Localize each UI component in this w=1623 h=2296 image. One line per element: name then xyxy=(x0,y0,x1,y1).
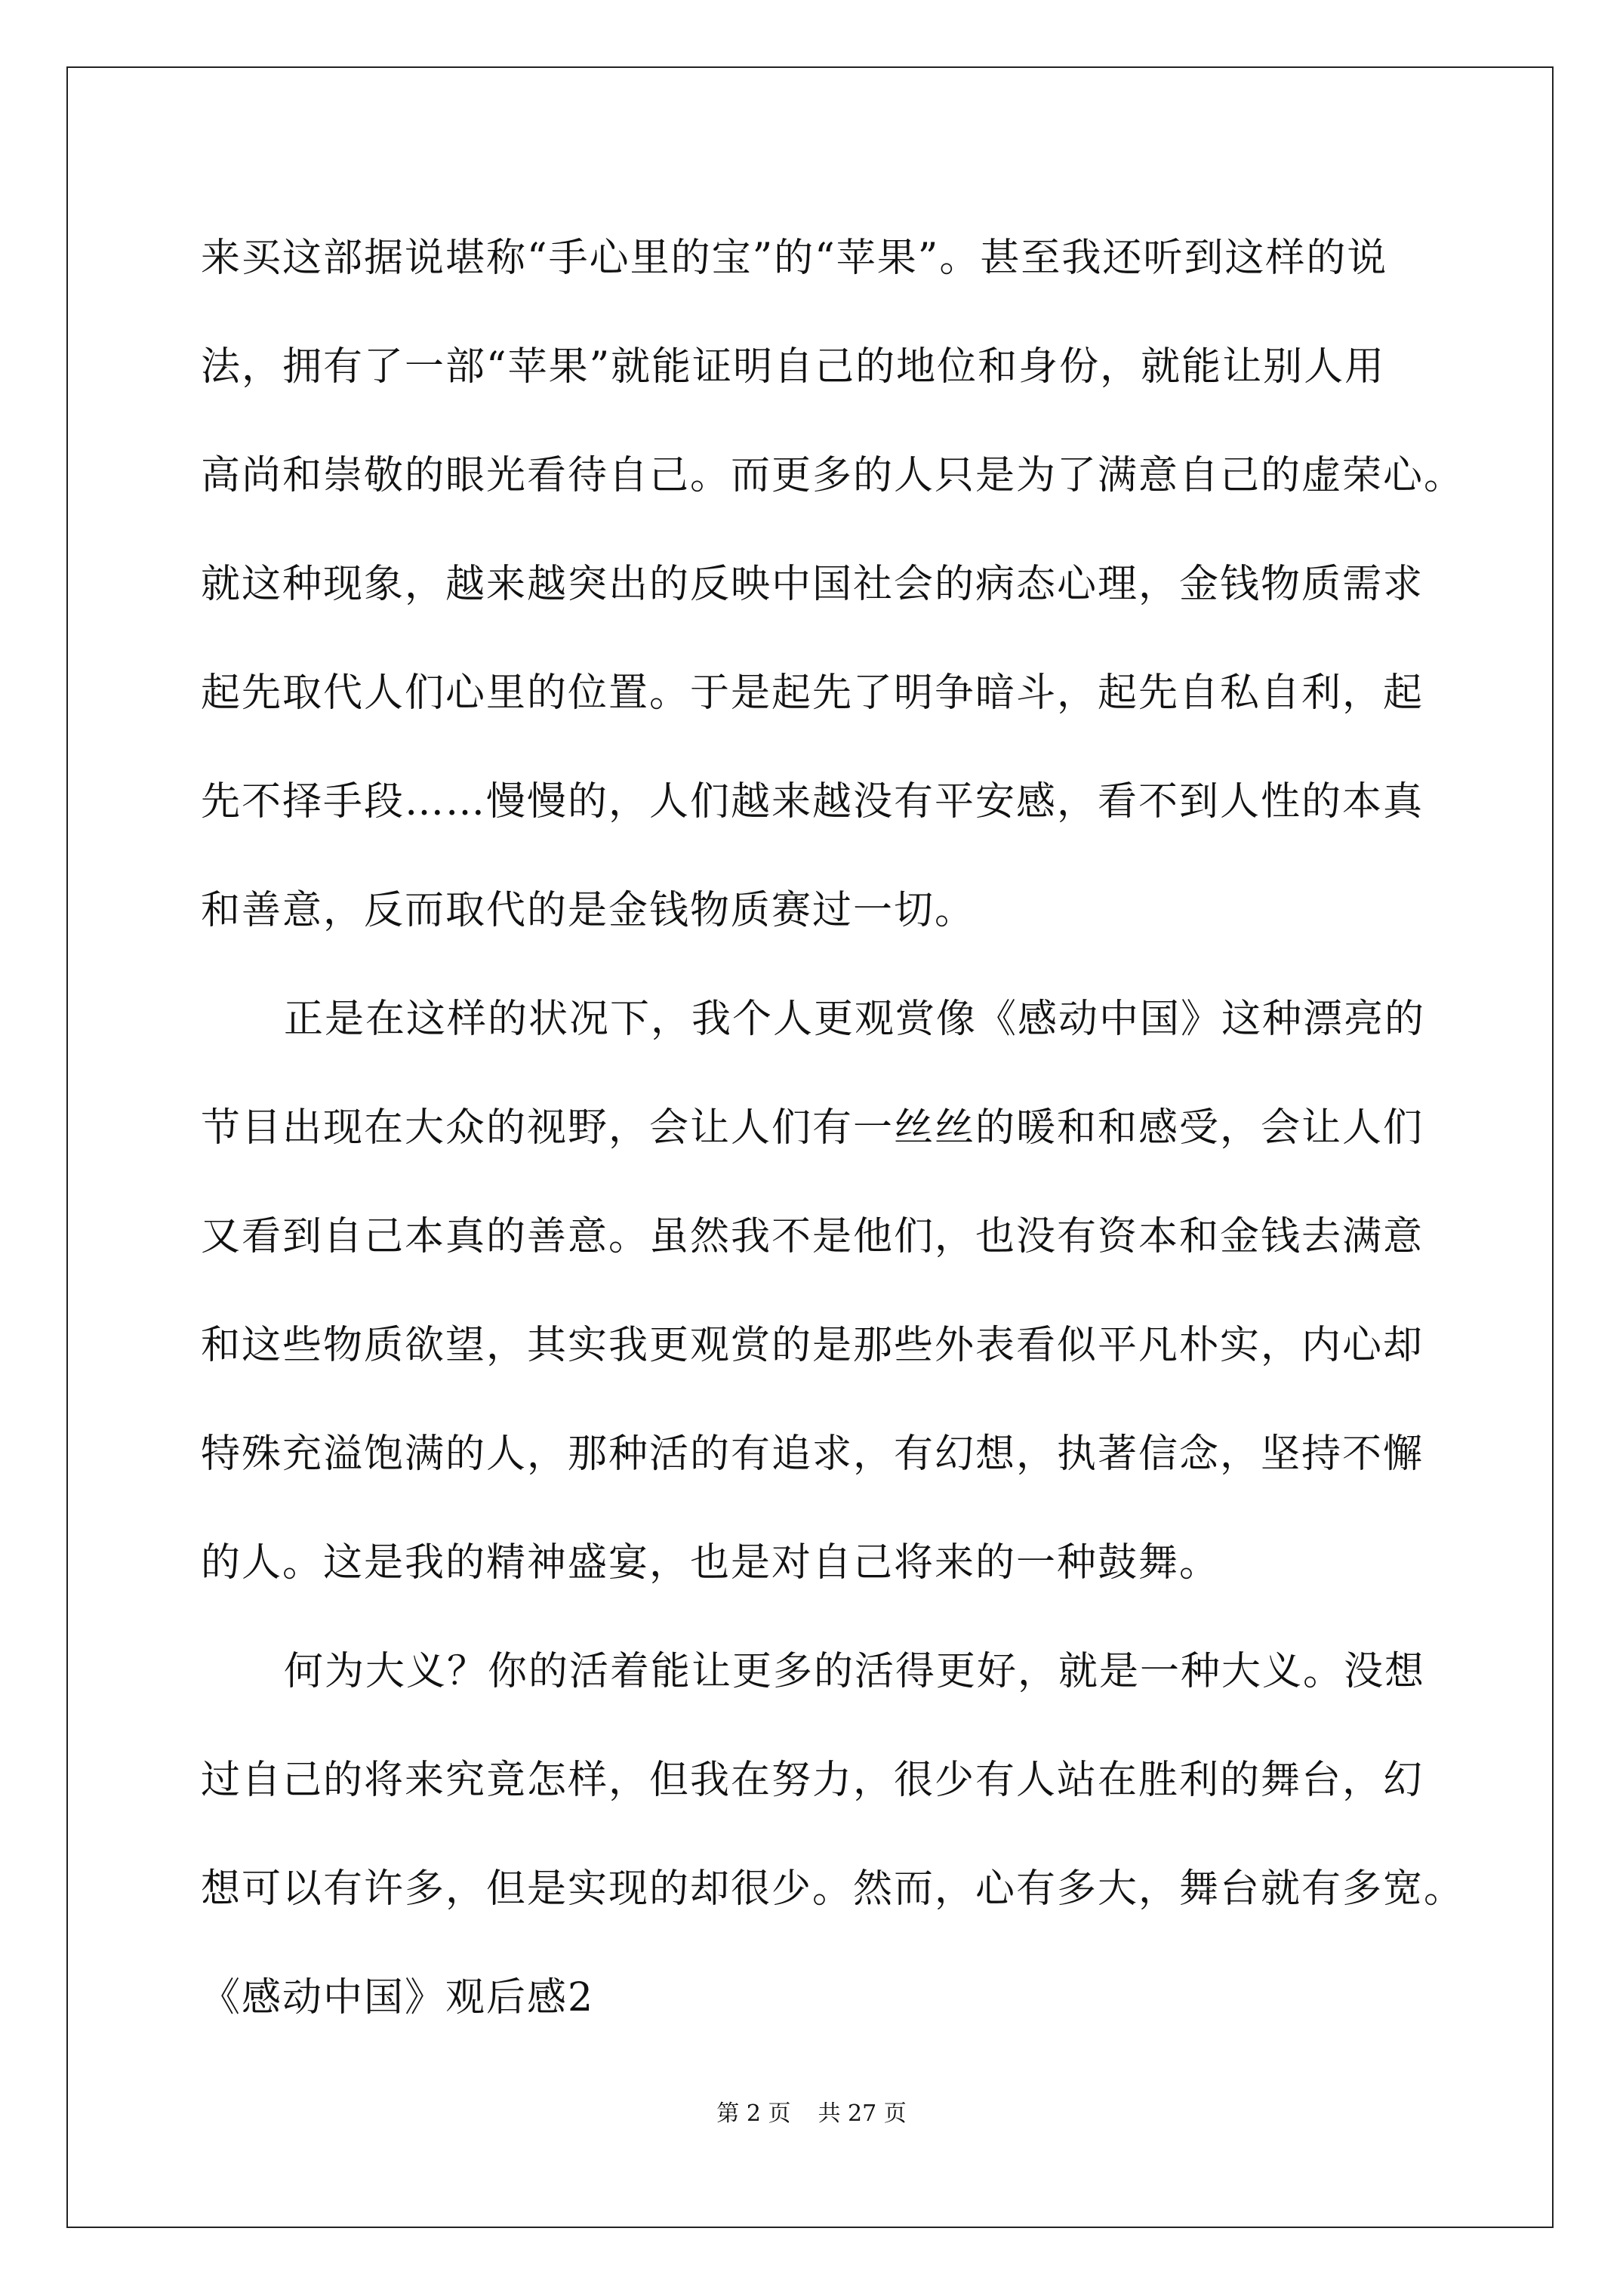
text-line: 节目出现在大众的视野，会让人们有一丝丝的暖和和感受，会让人们 xyxy=(201,1105,1424,1151)
text-line: 的人。这是我的精神盛宴，也是对自己将来的一种鼓舞。 xyxy=(201,1540,1221,1586)
page-number: 第 2 页 xyxy=(716,2100,791,2127)
section-heading: 《感动中国》观后感2 xyxy=(201,1975,595,2020)
text-line: 法，拥有了一部“苹果”就能证明自己的地位和身份，就能让别人用 xyxy=(201,344,1386,390)
text-line: 和善意，反而取代的是金钱物质赛过一切。 xyxy=(201,888,976,933)
text-line: 特殊充溢饱满的人，那种活的有追求，有幻想，执著信念，坚持不懈 xyxy=(201,1432,1424,1477)
text-line: 高尚和崇敬的眼光看待自己。而更多的人只是为了满意自己的虚荣心。 xyxy=(201,453,1465,498)
text-line: 来买这部据说堪称“手心里的宝”的“苹果”。甚至我还听到这样的说 xyxy=(201,236,1388,281)
text-line: 过自己的将来究竟怎样，但我在努力，很少有人站在胜利的舞台，幻 xyxy=(201,1758,1424,1803)
text-line: 起先取代人们心里的位置。于是起先了明争暗斗，起先自私自利，起 xyxy=(201,670,1424,716)
document-body xyxy=(201,204,1465,2052)
text-line: 想可以有许多，但是实现的却很少。然而，心有多大，舞台就有多宽。 xyxy=(201,1866,1465,1912)
text-line: 又看到自己本真的善意。虽然我不是他们，也没有资本和金钱去满意 xyxy=(201,1214,1424,1259)
page-total: 共 27 页 xyxy=(818,2100,907,2127)
page-footer xyxy=(0,2099,1623,2129)
paragraph-start-line: 何为大义？你的活着能让更多的活得更好，就是一种大义。没想 xyxy=(284,1649,1426,1694)
text-line: 先不择手段……慢慢的，人们越来越没有平安感，看不到人性的本真 xyxy=(201,779,1424,824)
text-line: 就这种现象，越来越突出的反映中国社会的病态心理，金钱物质需求 xyxy=(201,562,1424,607)
text-line: 和这些物质欲望，其实我更观赏的是那些外表看似平凡朴实，内心却 xyxy=(201,1323,1424,1368)
paragraph-start-line: 正是在这样的状况下，我个人更观赏像《感动中国》这种漂亮的 xyxy=(284,997,1426,1042)
